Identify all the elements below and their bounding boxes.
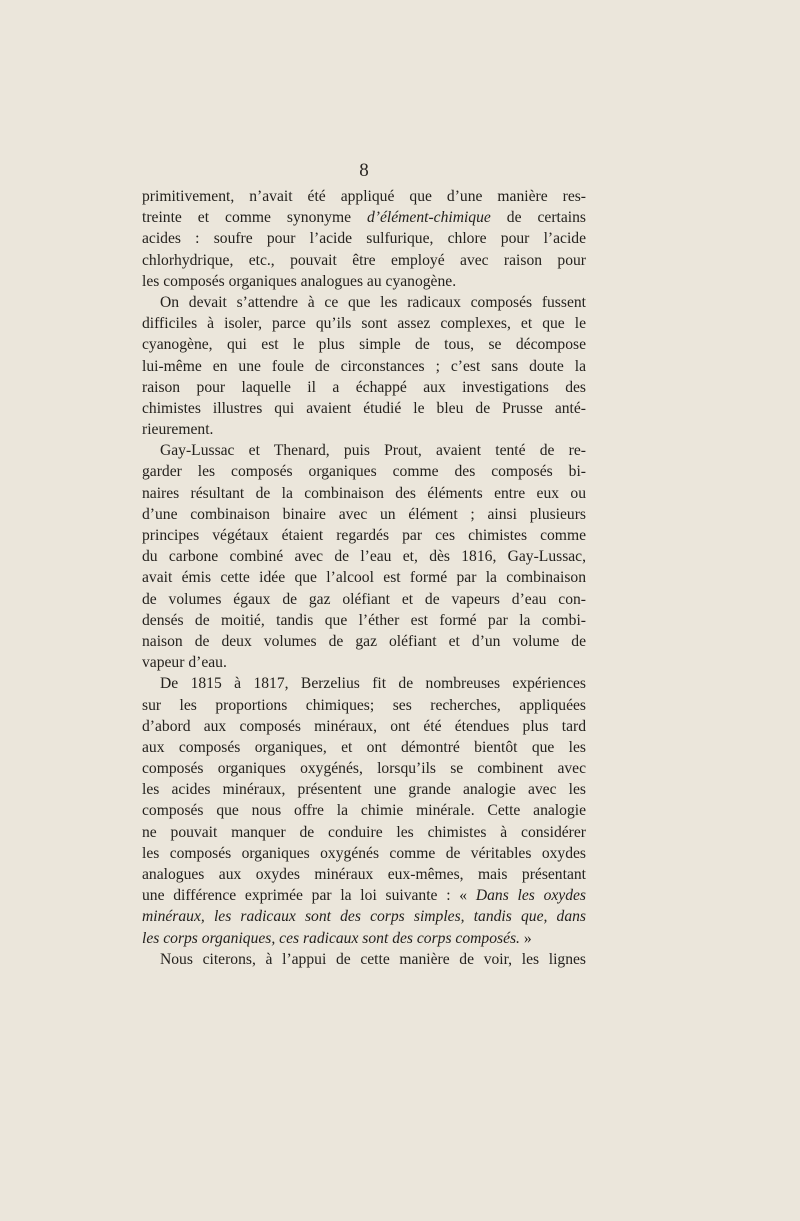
text-segment: d’abord aux composés minéraux, ont été étendues plus tard (142, 717, 586, 735)
text-segment: naires résultant de la combinaison des éléments entre eux ou (142, 484, 586, 502)
text-segment: aux composés organiques, et ont démontré bientôt que les (142, 738, 586, 756)
text-segment: lui-même en une foule de circonstances ; c’est sans doute la (142, 357, 586, 375)
text-line (142, 504, 586, 525)
text-segment: De 1815 à 1817, Berzelius fit de nombreuses expériences (160, 675, 586, 693)
text-segment: garder les composés organiques comme des composés bi- (142, 463, 586, 481)
text-segment: d’une combinaison binaire avec un élément ; ainsi plusieurs (142, 505, 586, 523)
text-line (142, 398, 586, 419)
text-segment: de certains (490, 209, 586, 227)
text-segment: raison pour laquelle il a échappé aux investigations des (142, 378, 586, 396)
text-segment: les composés organiques analogues au cyanogène. (142, 272, 457, 290)
text-line (142, 546, 586, 567)
italic-text: d’élément-chimique (366, 209, 491, 227)
text-line (142, 758, 586, 779)
text-segment: les acides minéraux, présentent une grande analogie avec les (142, 781, 586, 799)
text-segment: composés que nous offre la chimie minérale. Cette analogie (142, 802, 586, 820)
text-segment: acides : soufre pour l’acide sulfurique, chlore pour l’acide (142, 230, 586, 248)
text-line (142, 567, 586, 588)
text-segment: chlorhydrique, etc., pouvait être employé avec raison pour (142, 251, 586, 269)
italic-text: les corps organiques, ces radicaux sont des corps composés. (142, 929, 520, 947)
text-line (142, 271, 586, 292)
text-line (142, 440, 586, 461)
italic-text: minéraux, les radicaux sont des corps simples, tandis que, dans (142, 908, 586, 926)
text-segment: composés organiques oxygénés, lorsqu’ils se combinent avec (142, 760, 586, 778)
text-line (142, 864, 586, 885)
text-line (142, 652, 586, 673)
text-line (142, 673, 586, 694)
text-segment: » (519, 929, 532, 947)
text-segment: de volumes égaux de gaz oléfiant et de vapeurs d’eau con- (142, 590, 586, 608)
text-line (142, 906, 586, 927)
text-segment: les composés organiques oxygénés comme de véritables oxydes (142, 844, 586, 862)
text-segment: une différence exprimée par la loi suivante : « (142, 887, 476, 905)
text-line (142, 334, 586, 355)
text-line (142, 461, 586, 482)
text-segment: On devait s’attendre à ce que les radicaux composés fussent (160, 293, 586, 311)
text-segment: primitivement, n’avait été appliqué que d’une manière res- (142, 188, 586, 205)
italic-text: Dans les oxydes (475, 887, 586, 905)
text-segment: avait émis cette idée que l’alcool est formé par la combinaison (142, 569, 586, 587)
text-line (142, 737, 586, 758)
text-line (142, 610, 586, 631)
text-line (142, 186, 586, 207)
body-text (142, 186, 586, 970)
text-segment: difficiles à isoler, parce qu’ils sont assez complexes, et que le (142, 315, 586, 333)
text-line (142, 292, 586, 313)
text-segment: Gay-Lussac et Thenard, puis Prout, avaient tenté de re- (160, 442, 586, 460)
text-line (142, 250, 586, 271)
text-segment: Nous citerons, à l’appui de cette manière de voir, les lignes (160, 950, 586, 968)
text-line (142, 207, 586, 228)
text-line (142, 525, 586, 546)
text-line (142, 843, 586, 864)
text-segment: densés de moitié, tandis que l’éther est formé par la combi- (142, 611, 586, 629)
text-segment: treinte et comme synonyme (142, 209, 367, 227)
text-segment: chimistes illustres qui avaient étudié le bleu de Prusse anté- (142, 399, 586, 417)
text-line (142, 313, 586, 334)
text-segment: rieurement. (142, 421, 214, 439)
text-line (142, 419, 586, 440)
text-segment: sur les proportions chimiques; ses recherches, appliquées (142, 696, 586, 714)
text-segment: cyanogène, qui est le plus simple de tous, se décompose (142, 336, 586, 354)
text-line (142, 716, 586, 737)
text-line (142, 483, 586, 504)
text-segment: principes végétaux étaient regardés par ces chimistes comme (142, 527, 586, 544)
text-line (142, 885, 586, 906)
text-line (142, 779, 586, 800)
text-segment: vapeur d’eau. (142, 654, 227, 672)
text-line (142, 228, 586, 249)
text-segment: naison de deux volumes de gaz oléfiant et d’un volume de (142, 632, 586, 650)
text-line (142, 949, 586, 970)
text-line (142, 631, 586, 652)
text-line (142, 822, 586, 843)
text-line (142, 589, 586, 610)
text-line (142, 928, 586, 949)
text-line (142, 695, 586, 716)
text-line (142, 377, 586, 398)
page-number: 8 (359, 160, 369, 181)
text-segment: du carbone combiné avec de l’eau et, dès 1816, Gay-Lussac, (142, 548, 586, 566)
text-line (142, 356, 586, 377)
text-segment: analogues aux oxydes minéraux eux-mêmes, mais présentant (142, 866, 586, 883)
text-line (142, 800, 586, 821)
text-segment: ne pouvait manquer de conduire les chimistes à considérer (142, 823, 586, 841)
